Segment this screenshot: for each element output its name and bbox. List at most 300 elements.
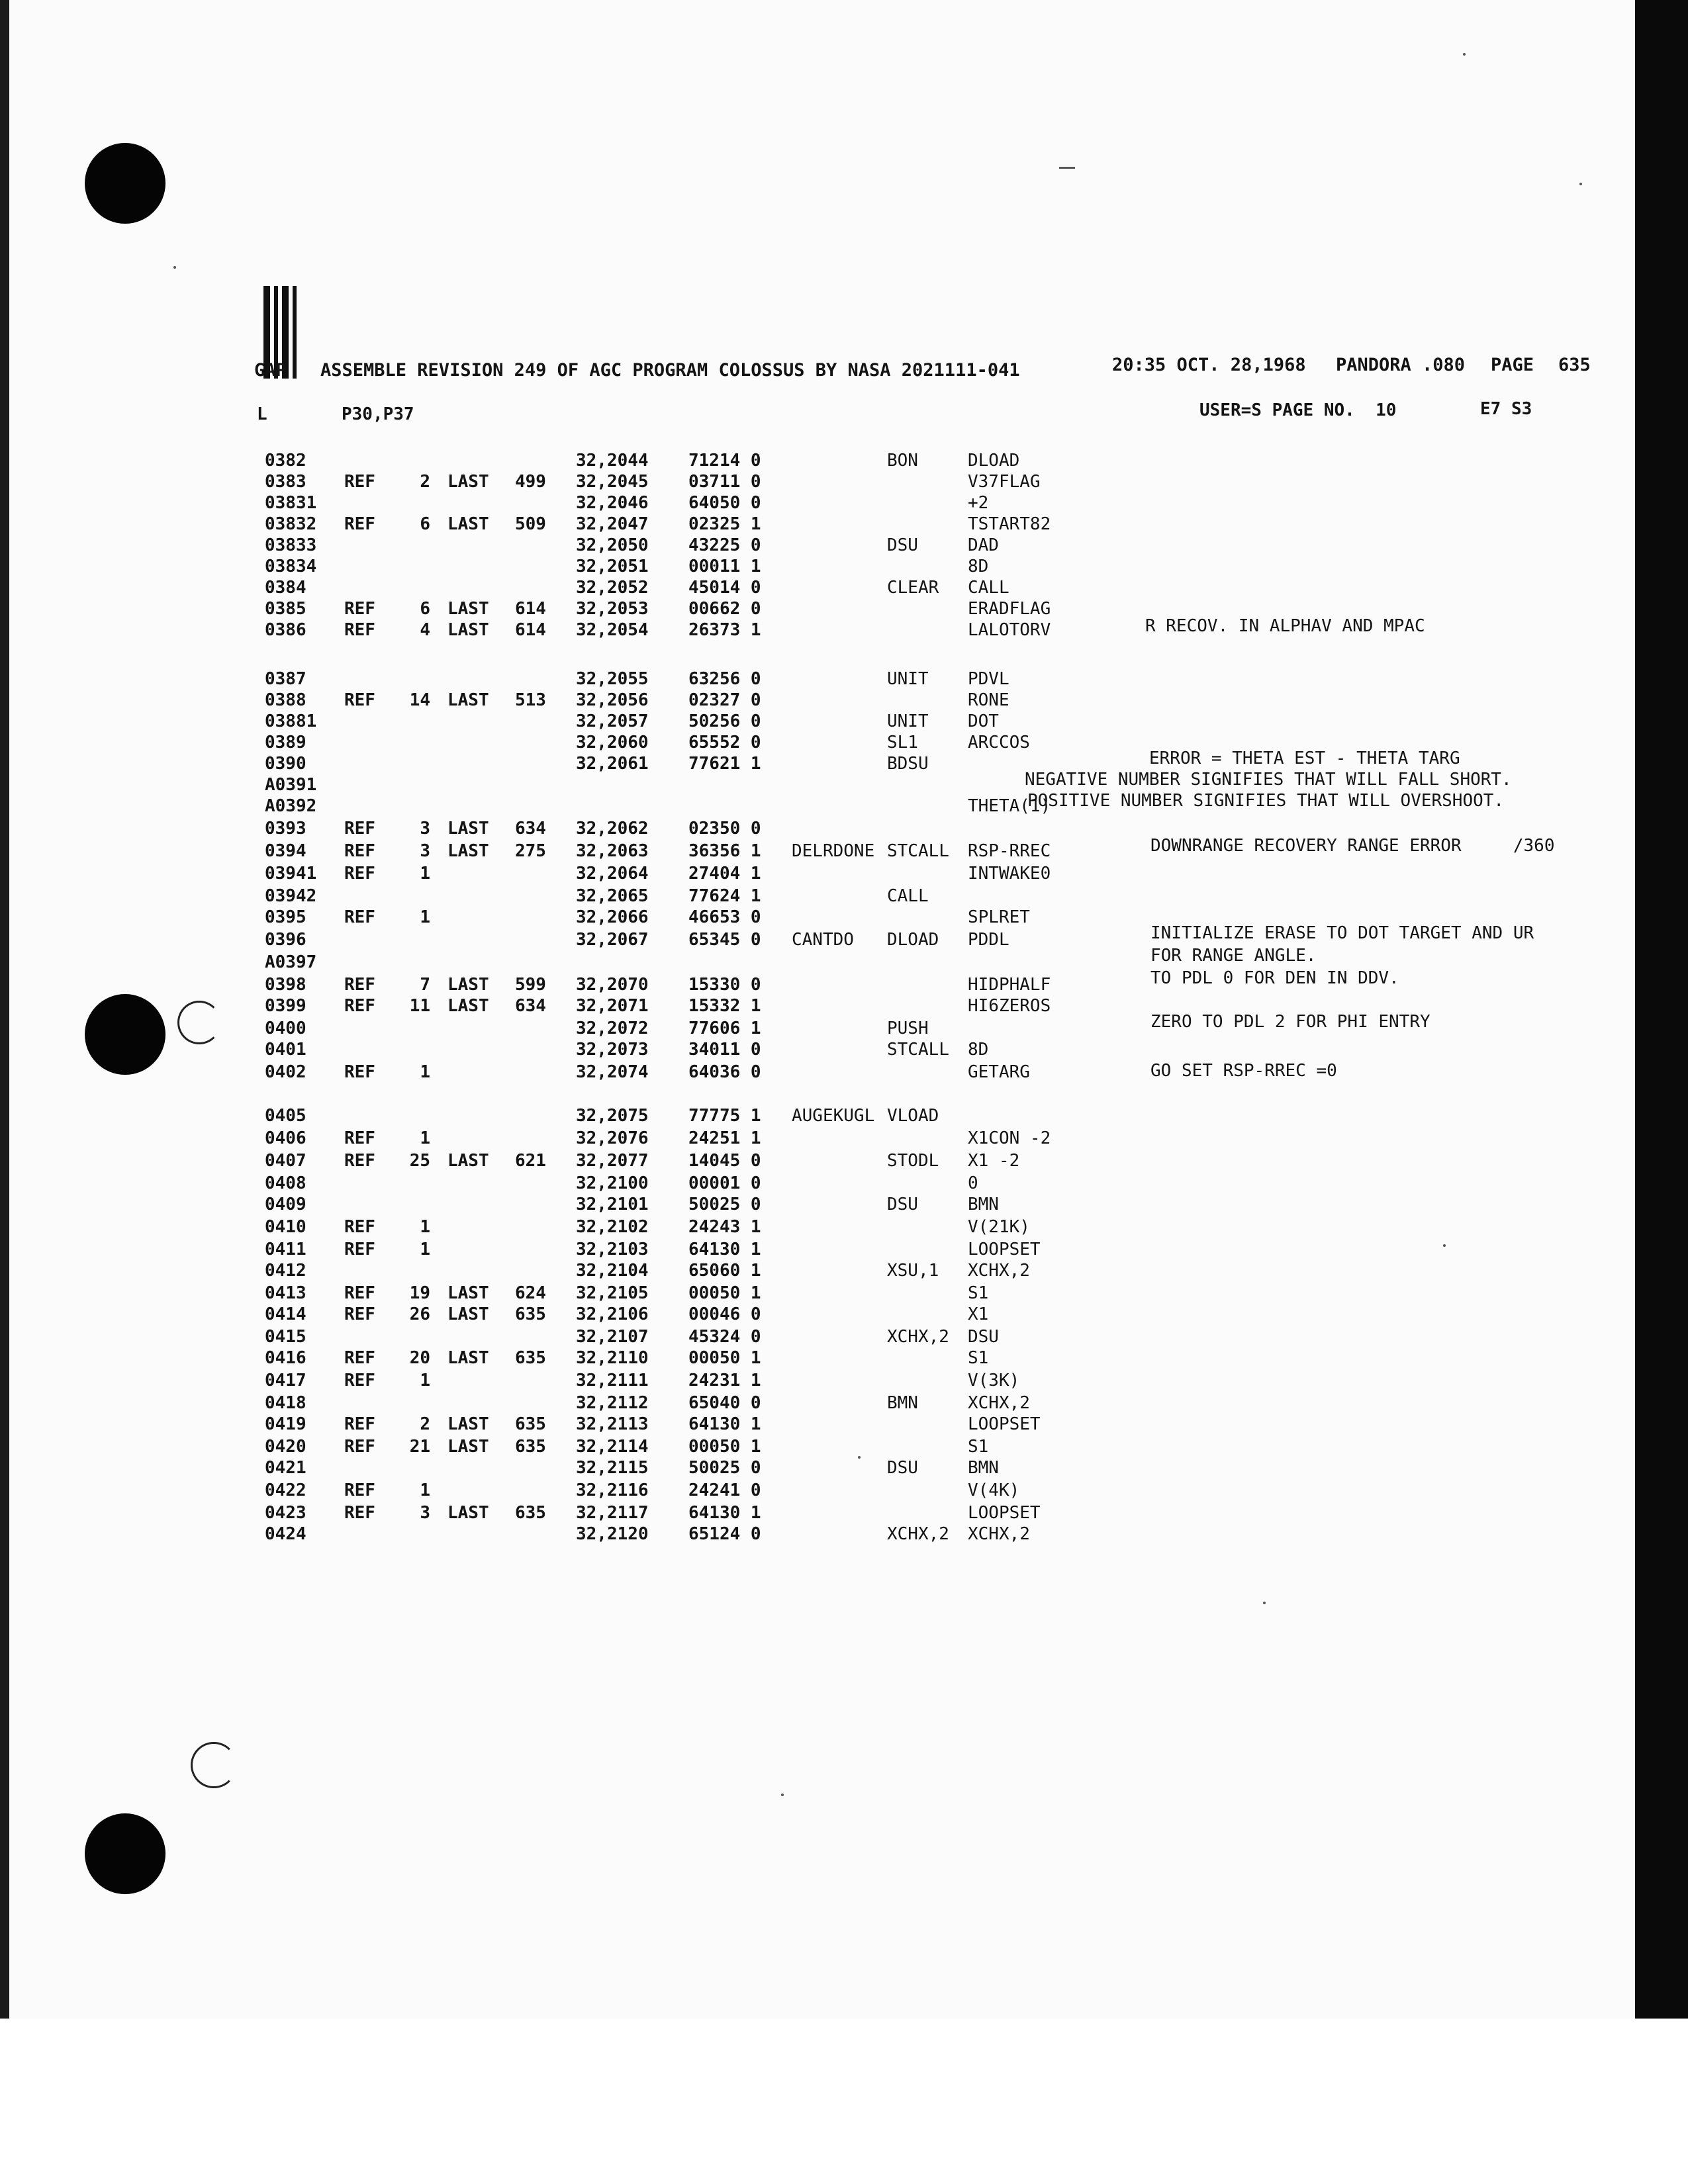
cell-operand: RSP-RREC bbox=[968, 841, 1051, 861]
cell-rnum: 11 bbox=[409, 996, 430, 1016]
cell-seq: 0388 bbox=[265, 690, 306, 710]
comment-pdl0: TO PDL 0 FOR DEN IN DDV. bbox=[1150, 968, 1399, 988]
cell-word: 77624 1 bbox=[688, 886, 761, 906]
cell-seq: 0413 bbox=[265, 1283, 306, 1303]
cell-ref: REF bbox=[344, 1348, 375, 1368]
cell-word: 00011 1 bbox=[688, 557, 761, 576]
cell-word: 26373 1 bbox=[688, 620, 761, 640]
comment-pdl2: ZERO TO PDL 2 FOR PHI ENTRY bbox=[1150, 1012, 1430, 1032]
cell-seq: 0414 bbox=[265, 1304, 306, 1324]
cell-lnum: 635 bbox=[515, 1348, 546, 1368]
cell-operand: V(3K) bbox=[968, 1371, 1020, 1390]
cell-rnum: 1 bbox=[420, 907, 430, 927]
cell-last: LAST bbox=[447, 1304, 489, 1324]
punch-hole-middle bbox=[85, 994, 165, 1075]
cell-operand: 8D bbox=[968, 557, 989, 576]
cell-operand: V37FLAG bbox=[968, 472, 1041, 492]
cell-seq: A0392 bbox=[265, 796, 317, 816]
cell-last: LAST bbox=[447, 620, 489, 640]
cell-seq: 03941 bbox=[265, 864, 317, 884]
cell-word: 24251 1 bbox=[688, 1128, 761, 1148]
cell-addr: 32,2055 bbox=[576, 669, 649, 689]
cell-seq: 0389 bbox=[265, 733, 306, 752]
cell-addr: 32,2103 bbox=[576, 1240, 649, 1259]
cell-operand: LALOTORV bbox=[968, 620, 1051, 640]
cell-seq: 0412 bbox=[265, 1261, 306, 1281]
cell-rnum: 1 bbox=[420, 1240, 430, 1259]
cell-rnum: 4 bbox=[420, 620, 430, 640]
cell-word: 50025 0 bbox=[688, 1195, 761, 1214]
cell-ref: REF bbox=[344, 819, 375, 839]
cell-op: VLOAD bbox=[887, 1106, 939, 1126]
cell-seq: 03833 bbox=[265, 535, 317, 555]
cell-addr: 32,2102 bbox=[576, 1217, 649, 1237]
cell-operand: THETA(1) bbox=[968, 796, 1051, 816]
cell-rnum: 1 bbox=[420, 864, 430, 884]
cell-op: UNIT bbox=[887, 711, 929, 731]
cell-operand: LOOPSET bbox=[968, 1240, 1041, 1259]
cell-rnum: 3 bbox=[420, 1503, 430, 1523]
cell-addr: 32,2065 bbox=[576, 886, 649, 906]
cell-op: DSU bbox=[887, 1195, 918, 1214]
cell-ref: REF bbox=[344, 1283, 375, 1303]
cell-last: LAST bbox=[447, 1348, 489, 1368]
cell-word: 24243 1 bbox=[688, 1217, 761, 1237]
header-timestamp: 20:35 OCT. 28,1968 bbox=[1112, 355, 1306, 375]
cell-ref: REF bbox=[344, 1240, 375, 1259]
cell-addr: 32,2105 bbox=[576, 1283, 649, 1303]
comment-downrange: DOWNRANGE RECOVERY RANGE ERROR /360 bbox=[1150, 836, 1555, 856]
cell-word: 65345 0 bbox=[688, 930, 761, 950]
cell-last: LAST bbox=[447, 472, 489, 492]
cell-addr: 32,2114 bbox=[576, 1437, 649, 1457]
cell-last: LAST bbox=[447, 690, 489, 710]
cell-seq: 0407 bbox=[265, 1151, 306, 1171]
punch-hole-top bbox=[85, 143, 165, 224]
cell-seq: 0408 bbox=[265, 1173, 306, 1193]
cell-addr: 32,2064 bbox=[576, 864, 649, 884]
scan-speck bbox=[173, 266, 176, 269]
cell-rnum: 6 bbox=[420, 599, 430, 619]
cell-op: BDSU bbox=[887, 754, 929, 774]
cell-seq: 0420 bbox=[265, 1437, 306, 1457]
cell-label: CANTDO bbox=[792, 930, 854, 950]
cell-word: 46653 0 bbox=[688, 907, 761, 927]
cell-operand: SPLRET bbox=[968, 907, 1030, 927]
cell-seq: 0423 bbox=[265, 1503, 306, 1523]
punch-hole-ring-bottom bbox=[191, 1742, 237, 1788]
scan-speck bbox=[781, 1794, 784, 1796]
cell-addr: 32,2111 bbox=[576, 1371, 649, 1390]
cell-lnum: 614 bbox=[515, 599, 546, 619]
cell-word: 64130 1 bbox=[688, 1414, 761, 1434]
cell-operand: 8D bbox=[968, 1040, 989, 1060]
cell-seq: 0424 bbox=[265, 1524, 306, 1544]
cell-rnum: 1 bbox=[420, 1217, 430, 1237]
cell-operand: X1 -2 bbox=[968, 1151, 1020, 1171]
cell-seq: 0394 bbox=[265, 841, 306, 861]
cell-word: 02327 0 bbox=[688, 690, 761, 710]
cell-addr: 32,2120 bbox=[576, 1524, 649, 1544]
cell-operand: X1CON -2 bbox=[968, 1128, 1051, 1148]
cell-word: 27404 1 bbox=[688, 864, 761, 884]
cell-seq: 0419 bbox=[265, 1414, 306, 1434]
cell-word: 45014 0 bbox=[688, 578, 761, 598]
cell-op: STCALL bbox=[887, 1040, 949, 1060]
cell-lnum: 635 bbox=[515, 1437, 546, 1457]
cell-seq: 03881 bbox=[265, 711, 317, 731]
cell-addr: 32,2062 bbox=[576, 819, 649, 839]
cell-addr: 32,2100 bbox=[576, 1173, 649, 1193]
cell-ref: REF bbox=[344, 1062, 375, 1082]
cell-ref: REF bbox=[344, 514, 375, 534]
cell-rnum: 6 bbox=[420, 514, 430, 534]
cell-seq: 0400 bbox=[265, 1019, 306, 1038]
cell-addr: 32,2115 bbox=[576, 1458, 649, 1478]
cell-rnum: 20 bbox=[409, 1348, 430, 1368]
cell-op: XCHX,2 bbox=[887, 1327, 949, 1347]
cell-word: 00050 1 bbox=[688, 1437, 761, 1457]
cell-seq: 0422 bbox=[265, 1480, 306, 1500]
cell-word: 77621 1 bbox=[688, 754, 761, 774]
cell-lnum: 599 bbox=[515, 975, 546, 995]
cell-operand: HI6ZEROS bbox=[968, 996, 1051, 1016]
cell-lnum: 621 bbox=[515, 1151, 546, 1171]
cell-word: 64050 0 bbox=[688, 493, 761, 513]
comment-rrecov: R RECOV. IN ALPHAV AND MPAC bbox=[1145, 616, 1425, 636]
cell-seq: 03831 bbox=[265, 493, 317, 513]
punch-hole-ring-middle bbox=[177, 1001, 221, 1044]
cell-operand: GETARG bbox=[968, 1062, 1030, 1082]
cell-addr: 32,2046 bbox=[576, 493, 649, 513]
cell-addr: 32,2116 bbox=[576, 1480, 649, 1500]
header-page-number: 635 bbox=[1558, 355, 1591, 375]
cell-rnum: 2 bbox=[420, 472, 430, 492]
cell-rnum: 26 bbox=[409, 1304, 430, 1324]
cell-operand: BMN bbox=[968, 1458, 999, 1478]
cell-rnum: 19 bbox=[409, 1283, 430, 1303]
cell-seq: 03832 bbox=[265, 514, 317, 534]
cell-addr: 32,2101 bbox=[576, 1195, 649, 1214]
cell-word: 64036 0 bbox=[688, 1062, 761, 1082]
cell-word: 65040 0 bbox=[688, 1393, 761, 1413]
cell-addr: 32,2075 bbox=[576, 1106, 649, 1126]
cell-operand: PDDL bbox=[968, 930, 1009, 950]
cell-seq: 0395 bbox=[265, 907, 306, 927]
cell-addr: 32,2113 bbox=[576, 1414, 649, 1434]
header-page-label: PAGE bbox=[1491, 355, 1534, 375]
cell-ref: REF bbox=[344, 864, 375, 884]
cell-word: 63256 0 bbox=[688, 669, 761, 689]
page-code: E7 S3 bbox=[1480, 399, 1532, 419]
cell-op: CLEAR bbox=[887, 578, 939, 598]
section-label: P30,P37 bbox=[342, 404, 414, 424]
scan-speck bbox=[1579, 183, 1582, 185]
cell-op: BMN bbox=[887, 1393, 918, 1413]
cell-seq: 0402 bbox=[265, 1062, 306, 1082]
cell-operand: XCHX,2 bbox=[968, 1261, 1030, 1281]
cell-addr: 32,2107 bbox=[576, 1327, 649, 1347]
cell-addr: 32,2066 bbox=[576, 907, 649, 927]
cell-seq: 0416 bbox=[265, 1348, 306, 1368]
cell-seq: 0417 bbox=[265, 1371, 306, 1390]
cell-ref: REF bbox=[344, 1304, 375, 1324]
cell-word: 00050 1 bbox=[688, 1348, 761, 1368]
cell-op: DLOAD bbox=[887, 930, 939, 950]
cell-last: LAST bbox=[447, 514, 489, 534]
cell-word: 45324 0 bbox=[688, 1327, 761, 1347]
comment-go-set: GO SET RSP-RREC =0 bbox=[1150, 1061, 1337, 1081]
cell-addr: 32,2106 bbox=[576, 1304, 649, 1324]
cell-seq: 0415 bbox=[265, 1327, 306, 1347]
cell-addr: 32,2063 bbox=[576, 841, 649, 861]
cell-operand: S1 bbox=[968, 1348, 989, 1368]
cell-seq: 0384 bbox=[265, 578, 306, 598]
cell-addr: 32,2047 bbox=[576, 514, 649, 534]
cell-lnum: 634 bbox=[515, 996, 546, 1016]
cell-rnum: 25 bbox=[409, 1151, 430, 1171]
cell-operand: HIDPHALF bbox=[968, 975, 1051, 995]
scan-speck bbox=[1463, 53, 1466, 56]
cell-rnum: 1 bbox=[420, 1062, 430, 1082]
cell-lnum: 614 bbox=[515, 620, 546, 640]
cell-addr: 32,2073 bbox=[576, 1040, 649, 1060]
cell-operand: TSTART82 bbox=[968, 514, 1051, 534]
cell-operand: S1 bbox=[968, 1437, 989, 1457]
cell-seq: 03834 bbox=[265, 557, 317, 576]
cell-word: 71214 0 bbox=[688, 451, 761, 471]
cell-addr: 32,2050 bbox=[576, 535, 649, 555]
cell-lnum: 499 bbox=[515, 472, 546, 492]
cell-word: 64130 1 bbox=[688, 1503, 761, 1523]
cell-addr: 32,2056 bbox=[576, 690, 649, 710]
cell-ref: REF bbox=[344, 1371, 375, 1390]
cell-word: 64130 1 bbox=[688, 1240, 761, 1259]
cell-addr: 32,2112 bbox=[576, 1393, 649, 1413]
cell-last: LAST bbox=[447, 599, 489, 619]
cell-seq: A0397 bbox=[265, 952, 317, 972]
cell-seq: 0385 bbox=[265, 599, 306, 619]
scan-speck bbox=[1263, 1602, 1266, 1604]
cell-addr: 32,2104 bbox=[576, 1261, 649, 1281]
cell-addr: 32,2052 bbox=[576, 578, 649, 598]
cell-seq: 0382 bbox=[265, 451, 306, 471]
cell-seq: 0418 bbox=[265, 1393, 306, 1413]
cell-ref: REF bbox=[344, 1437, 375, 1457]
cell-addr: 32,2053 bbox=[576, 599, 649, 619]
user-page-number: USER=S PAGE NO. 10 bbox=[1199, 400, 1397, 420]
cell-addr: 32,2054 bbox=[576, 620, 649, 640]
cell-ref: REF bbox=[344, 1480, 375, 1500]
cell-operand: DAD bbox=[968, 535, 999, 555]
cell-word: 00662 0 bbox=[688, 599, 761, 619]
cell-addr: 32,2072 bbox=[576, 1019, 649, 1038]
cell-lnum: 635 bbox=[515, 1414, 546, 1434]
cell-operand: DLOAD bbox=[968, 451, 1020, 471]
cell-addr: 32,2044 bbox=[576, 451, 649, 471]
cell-op: UNIT bbox=[887, 669, 929, 689]
cell-word: 65124 0 bbox=[688, 1524, 761, 1544]
cell-lnum: 635 bbox=[515, 1503, 546, 1523]
cell-ref: REF bbox=[344, 1217, 375, 1237]
cell-word: 65060 1 bbox=[688, 1261, 761, 1281]
comment-positive: POSITIVE NUMBER SIGNIFIES THAT WILL OVERSHOOT. bbox=[1027, 791, 1505, 811]
cell-op: XCHX,2 bbox=[887, 1524, 949, 1544]
cell-rnum: 14 bbox=[409, 690, 430, 710]
cell-ref: REF bbox=[344, 996, 375, 1016]
cell-operand: LOOPSET bbox=[968, 1503, 1041, 1523]
cell-op: CALL bbox=[887, 886, 929, 906]
cell-lnum: 513 bbox=[515, 690, 546, 710]
cell-seq: 0399 bbox=[265, 996, 306, 1016]
cell-rnum: 2 bbox=[420, 1414, 430, 1434]
cell-word: 14045 0 bbox=[688, 1151, 761, 1171]
cell-operand: XCHX,2 bbox=[968, 1524, 1030, 1544]
cell-word: 15330 0 bbox=[688, 975, 761, 995]
cell-last: LAST bbox=[447, 841, 489, 861]
cell-operand: RONE bbox=[968, 690, 1009, 710]
cell-ref: REF bbox=[344, 841, 375, 861]
cell-last: LAST bbox=[447, 1503, 489, 1523]
cell-addr: 32,2077 bbox=[576, 1151, 649, 1171]
cell-last: LAST bbox=[447, 1283, 489, 1303]
cell-word: 34011 0 bbox=[688, 1040, 761, 1060]
cell-ref: REF bbox=[344, 907, 375, 927]
cell-operand: XCHX,2 bbox=[968, 1393, 1030, 1413]
cell-addr: 32,2045 bbox=[576, 472, 649, 492]
cell-seq: 0387 bbox=[265, 669, 306, 689]
cell-seq: 0393 bbox=[265, 819, 306, 839]
cell-op: BON bbox=[887, 451, 918, 471]
cell-word: 02350 0 bbox=[688, 819, 761, 839]
cell-operand: S1 bbox=[968, 1283, 989, 1303]
cell-operand: INTWAKE0 bbox=[968, 864, 1051, 884]
cell-rnum: 7 bbox=[420, 975, 430, 995]
cell-word: 50025 0 bbox=[688, 1458, 761, 1478]
cell-seq: 0421 bbox=[265, 1458, 306, 1478]
cell-seq: 0390 bbox=[265, 754, 306, 774]
cell-operand: X1 bbox=[968, 1304, 989, 1324]
cell-operand: 0 bbox=[968, 1173, 978, 1193]
cell-ref: REF bbox=[344, 1414, 375, 1434]
cell-op: DSU bbox=[887, 535, 918, 555]
cell-operand: BMN bbox=[968, 1195, 999, 1214]
log-letter: L bbox=[257, 404, 267, 424]
cell-word: 00050 1 bbox=[688, 1283, 761, 1303]
cell-lnum: 509 bbox=[515, 514, 546, 534]
cell-addr: 32,2110 bbox=[576, 1348, 649, 1368]
cell-lnum: 635 bbox=[515, 1304, 546, 1324]
cell-op: PUSH bbox=[887, 1019, 929, 1038]
cell-lnum: 634 bbox=[515, 819, 546, 839]
cell-word: 77775 1 bbox=[688, 1106, 761, 1126]
comment-error-def: ERROR = THETA EST - THETA TARG bbox=[1149, 749, 1460, 768]
cell-lnum: 624 bbox=[515, 1283, 546, 1303]
cell-operand: PDVL bbox=[968, 669, 1009, 689]
cell-ref: REF bbox=[344, 472, 375, 492]
cell-rnum: 1 bbox=[420, 1480, 430, 1500]
cell-addr: 32,2057 bbox=[576, 711, 649, 731]
cell-seq: 0410 bbox=[265, 1217, 306, 1237]
cell-addr: 32,2051 bbox=[576, 557, 649, 576]
cell-last: LAST bbox=[447, 1151, 489, 1171]
cell-word: 24241 0 bbox=[688, 1480, 761, 1500]
cell-word: 65552 0 bbox=[688, 733, 761, 752]
cell-rnum: 3 bbox=[420, 841, 430, 861]
cell-last: LAST bbox=[447, 996, 489, 1016]
cell-seq: 03942 bbox=[265, 886, 317, 906]
cell-operand: DOT bbox=[968, 711, 999, 731]
cell-addr: 32,2067 bbox=[576, 930, 649, 950]
cell-word: 00001 0 bbox=[688, 1173, 761, 1193]
cell-word: 77606 1 bbox=[688, 1019, 761, 1038]
cell-ref: REF bbox=[344, 1503, 375, 1523]
cell-rnum: 21 bbox=[409, 1437, 430, 1457]
cell-op: XSU,1 bbox=[887, 1261, 939, 1281]
header-tag: GAP bbox=[254, 360, 287, 381]
cell-op: STCALL bbox=[887, 841, 949, 861]
comment-negative: NEGATIVE NUMBER SIGNIFIES THAT WILL FALL SHORT. bbox=[1025, 770, 1512, 790]
cell-addr: 32,2061 bbox=[576, 754, 649, 774]
cell-seq: 0406 bbox=[265, 1128, 306, 1148]
cell-word: 15332 1 bbox=[688, 996, 761, 1016]
cell-last: LAST bbox=[447, 975, 489, 995]
cell-ref: REF bbox=[344, 599, 375, 619]
scan-right-edge bbox=[1635, 0, 1688, 2019]
cell-seq: 0396 bbox=[265, 930, 306, 950]
cell-addr: 32,2076 bbox=[576, 1128, 649, 1148]
comment-range-angle: FOR RANGE ANGLE. bbox=[1150, 946, 1317, 966]
comment-initialize: INITIALIZE ERASE TO DOT TARGET AND UR bbox=[1150, 923, 1534, 943]
cell-last: LAST bbox=[447, 819, 489, 839]
cell-operand: DSU bbox=[968, 1327, 999, 1347]
cell-op: STODL bbox=[887, 1151, 939, 1171]
header-pandora: PANDORA .080 bbox=[1336, 355, 1466, 375]
cell-addr: 32,2070 bbox=[576, 975, 649, 995]
scan-speck bbox=[1059, 167, 1075, 169]
header-title: ASSEMBLE REVISION 249 OF AGC PROGRAM COLOSSUS BY NASA 2021111-041 bbox=[320, 360, 1020, 381]
cell-seq: 0405 bbox=[265, 1106, 306, 1126]
cell-label: AUGEKUGL bbox=[792, 1106, 875, 1126]
cell-addr: 32,2074 bbox=[576, 1062, 649, 1082]
cell-lnum: 275 bbox=[515, 841, 546, 861]
cell-ref: REF bbox=[344, 1151, 375, 1171]
cell-last: LAST bbox=[447, 1437, 489, 1457]
cell-rnum: 1 bbox=[420, 1128, 430, 1148]
cell-ref: REF bbox=[344, 1128, 375, 1148]
cell-word: 43225 0 bbox=[688, 535, 761, 555]
cell-op: SL1 bbox=[887, 733, 918, 752]
cell-addr: 32,2071 bbox=[576, 996, 649, 1016]
cell-seq: 0401 bbox=[265, 1040, 306, 1060]
cell-operand: ERADFLAG bbox=[968, 599, 1051, 619]
cell-word: 00046 0 bbox=[688, 1304, 761, 1324]
scan-speck bbox=[1443, 1244, 1446, 1247]
cell-label: DELRDONE bbox=[792, 841, 875, 861]
cell-ref: REF bbox=[344, 690, 375, 710]
cell-operand: +2 bbox=[968, 493, 989, 513]
cell-seq: 0386 bbox=[265, 620, 306, 640]
cell-seq: 0411 bbox=[265, 1240, 306, 1259]
scan-speck bbox=[858, 1456, 861, 1459]
cell-seq: 0409 bbox=[265, 1195, 306, 1214]
cell-word: 50256 0 bbox=[688, 711, 761, 731]
cell-ref: REF bbox=[344, 620, 375, 640]
cell-operand: ARCCOS bbox=[968, 733, 1030, 752]
cell-operand: CALL bbox=[968, 578, 1009, 598]
cell-op: DSU bbox=[887, 1458, 918, 1478]
cell-operand: LOOPSET bbox=[968, 1414, 1041, 1434]
